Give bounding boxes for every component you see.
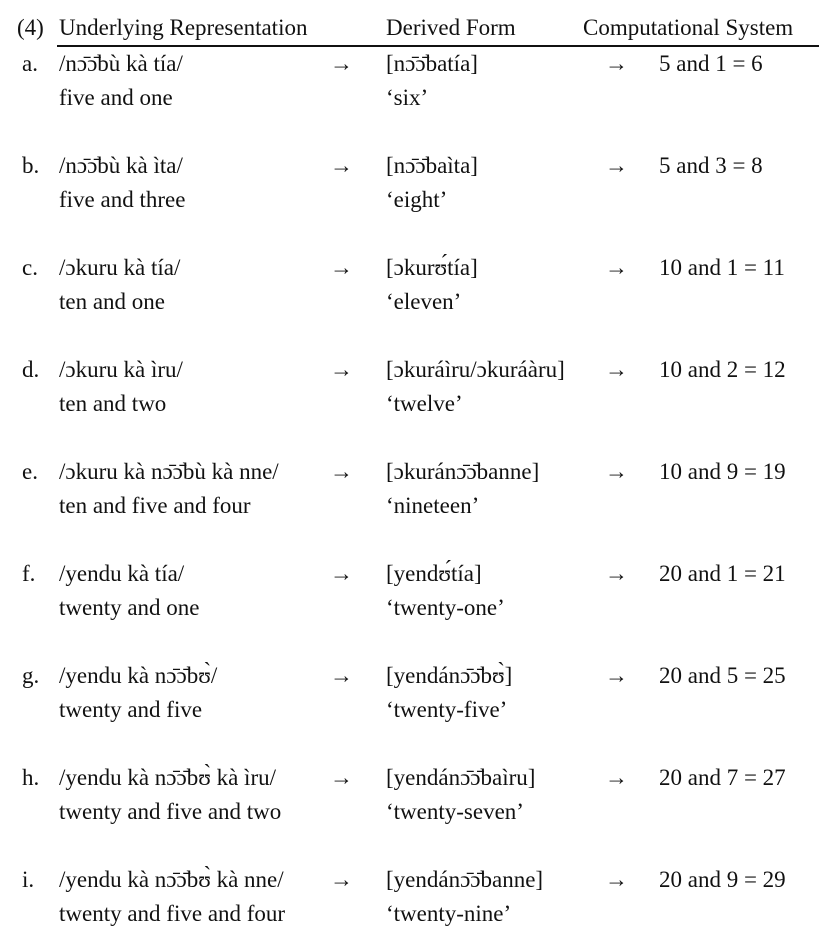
derived-form: [yendánɔ̄ɔ̄baìru] [386, 765, 536, 790]
table-row [0, 353, 827, 423]
computation-arrow: → [605, 357, 628, 382]
computation-arrow: → [605, 561, 628, 586]
computation: 20 and 9 = 29 [659, 867, 786, 892]
underlying-form: /ɔkuru kà tía/ [59, 255, 181, 280]
derived-form: [ɔkurʊ́tía] [386, 255, 478, 280]
computation-arrow: → [605, 663, 628, 688]
computation: 10 and 9 = 19 [659, 459, 786, 484]
derived-form: [nɔ̄ɔ̄baìta] [386, 153, 478, 178]
row-label: f. [22, 561, 36, 586]
derivation-arrow: → [330, 51, 353, 76]
derived-gloss: ‘twelve’ [386, 391, 463, 416]
computation: 20 and 1 = 21 [659, 561, 786, 586]
derivation-arrow: → [330, 765, 353, 790]
derived-form: [yendánɔ̄ɔ̄banne] [386, 867, 544, 892]
row-label: i. [22, 867, 35, 892]
underlying-gloss: ten and two [59, 391, 167, 416]
underlying-gloss: twenty and five and two [59, 799, 282, 824]
table-row [0, 761, 827, 831]
header-underlying-representation: Underlying Representation [59, 15, 308, 40]
table-row [0, 863, 827, 933]
underlying-form: /ɔkuru kà nɔ̄ɔ̄bù kà nne/ [59, 459, 279, 484]
derivation-arrow: → [330, 663, 353, 688]
derived-gloss: ‘six’ [386, 85, 429, 110]
row-label: d. [22, 357, 40, 382]
underlying-form: /nɔ̄ɔ̄bù kà tía/ [59, 51, 183, 76]
row-label: b. [22, 153, 40, 178]
underlying-form: /nɔ̄ɔ̄bù kà ìta/ [59, 153, 183, 178]
computation-arrow: → [605, 153, 628, 178]
table-row [0, 251, 827, 321]
underlying-gloss: twenty and five and four [59, 901, 286, 926]
example-number: (4) [17, 15, 44, 40]
table-row [0, 47, 827, 117]
derived-gloss: ‘eleven’ [386, 289, 462, 314]
computation: 5 and 1 = 6 [659, 51, 763, 76]
underlying-form: /yendu kà nɔ̄ɔ̄bʊ̀/ [59, 663, 218, 688]
table-row [0, 455, 827, 525]
row-label: h. [22, 765, 40, 790]
row-label: e. [22, 459, 38, 484]
computation-arrow: → [605, 459, 628, 484]
table-row [0, 659, 827, 729]
derived-gloss: ‘twenty-one’ [386, 595, 505, 620]
underlying-form: /ɔkuru kà ìru/ [59, 357, 183, 382]
derivation-arrow: → [330, 255, 353, 280]
derived-gloss: ‘twenty-five’ [386, 697, 508, 722]
derived-gloss: ‘nineteen’ [386, 493, 480, 518]
header-computational-system: Computational System [583, 15, 794, 40]
derived-gloss: ‘twenty-nine’ [386, 901, 512, 926]
row-label: a. [22, 51, 38, 76]
derivation-arrow: → [330, 459, 353, 484]
computation-arrow: → [605, 51, 628, 76]
underlying-gloss: ten and one [59, 289, 166, 314]
derived-form: [yendánɔ̄ɔ̄bʊ̀] [386, 663, 513, 688]
computation: 10 and 1 = 11 [659, 255, 785, 280]
derived-gloss: ‘twenty-seven’ [386, 799, 524, 824]
derived-form: [ɔkuráìru/ɔkuráàru] [386, 357, 565, 382]
underlying-gloss: five and three [59, 187, 186, 212]
computation-arrow: → [605, 867, 628, 892]
underlying-gloss: twenty and one [59, 595, 200, 620]
derivation-arrow: → [330, 867, 353, 892]
row-label: c. [22, 255, 38, 280]
derived-form: [yendʊ́tía] [386, 561, 482, 586]
table-row [0, 557, 827, 627]
computation: 5 and 3 = 8 [659, 153, 763, 178]
underlying-gloss: twenty and five [59, 697, 203, 722]
derivation-arrow: → [330, 357, 353, 382]
computation-arrow: → [605, 255, 628, 280]
computation: 20 and 5 = 25 [659, 663, 786, 688]
derivation-arrow: → [330, 153, 353, 178]
table-row [0, 149, 827, 219]
underlying-gloss: ten and five and four [59, 493, 251, 518]
derived-form: [nɔ̄ɔ̄batía] [386, 51, 478, 76]
computation: 20 and 7 = 27 [659, 765, 786, 790]
underlying-form: /yendu kà tía/ [59, 561, 185, 586]
underlying-form: /yendu kà nɔ̄ɔ̄bʊ̀ kà ìru/ [59, 765, 276, 790]
header-derived-form: Derived Form [386, 15, 516, 40]
derived-form: [ɔkuránɔ̄ɔ̄banne] [386, 459, 540, 484]
derived-gloss: ‘eight’ [386, 187, 448, 212]
derivation-arrow: → [330, 561, 353, 586]
row-label: g. [22, 663, 40, 688]
computation-arrow: → [605, 765, 628, 790]
underlying-gloss: five and one [59, 85, 173, 110]
underlying-form: /yendu kà nɔ̄ɔ̄bʊ̀ kà nne/ [59, 867, 284, 892]
computation: 10 and 2 = 12 [659, 357, 786, 382]
